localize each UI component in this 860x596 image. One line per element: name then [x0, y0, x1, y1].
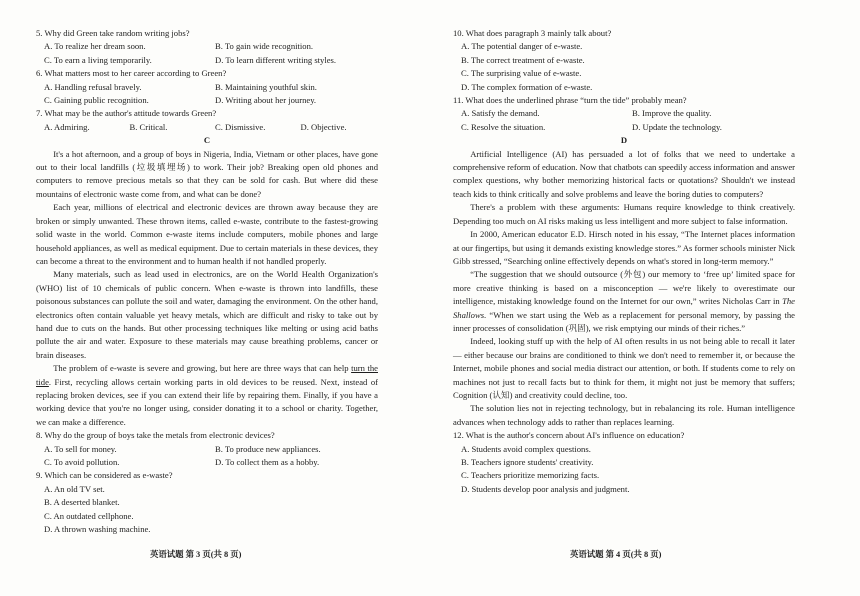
question-11-options-row2 — [453, 121, 795, 134]
question-11-options — [453, 107, 795, 120]
option-d: D. Update the technology. — [632, 121, 722, 132]
question-9-stem: 9. Which can be considered as e-waste? — [36, 470, 173, 481]
option-a: A. An old TV set. — [44, 483, 105, 494]
question-5-options-row2 — [36, 54, 378, 67]
question-5-stem: 5. Why did Green take random writing jobs? — [36, 28, 190, 38]
option-c: C. Resolve the situation. — [461, 121, 546, 132]
passage-d-paragraph-3: In 2000, American educator E.D. Hirsch noted in his essay, “The Internet places information at our fingertips, but using it demands existing knowledge stores.” As former schools minister Nick Gibb stressed, “Searching online effectively depends on what's stored in long-term memory.” — [453, 229, 795, 266]
passage-c-paragraph-1: It's a hot afternoon, and a group of boys in Nigeria, India, Vietnam or other places, have gone out to their local landfills (垃圾填埋场) to work. Their job? Breaking open old phones and computers to remove precious metals so that they can be sold for cash. But where did these mountains of electronic waste come from, and what can be done? — [36, 148, 378, 199]
option-b: B. Critical. — [129, 121, 168, 132]
question-11-stem: 11. What does the underlined phrase “turn the tide” probably mean? — [453, 95, 687, 106]
question-6-options-row2 — [36, 94, 378, 107]
option-a: A. Satisfy the demand. — [461, 108, 540, 119]
section-heading-c: C — [203, 135, 211, 146]
option-a: A. Admiring. — [44, 121, 90, 132]
option-b: B. To gain wide recognition. — [215, 41, 314, 52]
passage-c-paragraph-4 — [36, 362, 378, 429]
option-d: D. To collect them as a hobby. — [215, 457, 320, 467]
page-footer-left: 英语试题 第 3 页(共 8 页) — [150, 550, 242, 559]
option-c: C. To avoid pollution. — [44, 457, 120, 467]
question-6-options — [36, 81, 378, 94]
option-b: B. A deserted blanket. — [44, 497, 120, 508]
option-a: A. Handling refusal bravely. — [44, 81, 142, 92]
left-page — [36, 27, 378, 536]
book-title: The Shallows — [453, 296, 795, 320]
passage-d-paragraph-6: The solution lies not in rejecting technology, but in rebalancing its role. Human intelligence advances when technology adds to rather than replaces learning. — [453, 403, 795, 427]
option-a: A. The potential danger of e-waste. — [461, 41, 583, 52]
option-d: D. To learn different writing styles. — [215, 54, 337, 65]
section-heading-d: D — [620, 135, 628, 146]
right-page — [453, 27, 795, 496]
option-c: C. An outdated cellphone. — [44, 510, 134, 521]
paragraph-text: The problem of e-waste is severe and growing, but here are three ways that can help — [53, 363, 352, 374]
paragraph-text: . “When we start using the Web as a replacement for personal memory, by passing the inner processes of consolidation (巩固), we risk emptying our minds of their riches.” — [453, 309, 795, 333]
option-c: C. The surprising value of e-waste. — [461, 68, 582, 79]
option-d: D. The complex formation of e-waste. — [461, 81, 593, 92]
option-c: C. Gaining public recognition. — [44, 95, 149, 106]
passage-d-paragraph-4 — [453, 268, 795, 335]
option-d: D. Objective. — [300, 121, 347, 132]
passage-c-paragraph-3: Many materials, such as lead used in electronics, are on the World Health Organization's (WHO) list of 10 chemicals of public concern. When e-waste is thrown into landfills, these poisonous substances can pollute the soil and water, damaging the environment. On the other hand, electronics often contain valuable yet heavy metals, which are difficult and risky to take out by hand due to cuts on the hands. But other processing techniques like melting or using acid baths pollute the air and water. Exposure to these materials may cause breathing problems, cancer or brain diseases. — [36, 269, 378, 360]
option-b: B. To produce new appliances. — [215, 443, 321, 454]
question-12-stem: 12. What is the author's concern about AI's influence on education? — [453, 430, 685, 441]
question-8-options-row2 — [36, 456, 378, 469]
option-d: D. Writing about her journey. — [215, 95, 317, 106]
option-b: B. Teachers ignore students' creativity. — [461, 457, 594, 467]
option-a: A. Students avoid complex questions. — [461, 443, 591, 454]
passage-d-paragraph-5: Indeed, looking stuff up with the help of AI often results in us not being able to recall it later — either because our brains are conditioned to think we don't need to remember it, or because the Internet, mobile phones and social media distract our attention, or both. If students come to rely on machines not just to recall facts but to think for them, it might not just be memory that suffers; Cognition (认知) and creativity could decline, too. — [453, 336, 795, 400]
option-b: B. Maintaining youthful skin. — [215, 81, 317, 92]
passage-c-paragraph-2: Each year, millions of electrical and electronic devices are thrown away because they are broken or simply unwanted. These thrown items, called e-waste, contribute to the fastest-growing solid waste in the world. Common e-waste items include computers, mobile phones and large household appliances, as well as medical equipment. Due to certain materials in these devices, they can become a threat to the environment and to human health if not handled properly. — [36, 202, 378, 266]
option-d: D. Students develop poor analysis and judgment. — [461, 483, 630, 494]
option-a: A. To sell for money. — [44, 443, 117, 454]
option-c: C. To earn a living temporarily. — [44, 54, 152, 65]
option-b: B. Improve the quality. — [632, 108, 712, 119]
question-5-options — [36, 40, 378, 53]
question-6-stem: 6. What matters most to her career according to Green? — [36, 68, 227, 79]
passage-d-paragraph-1: Artificial Intelligence (AI) has persuaded a lot of folks that we need to undertake a comprehensive reform of education. Now that chatbots can speedily access information and answer complex questions, why bother memorizing historical facts or quotations? Shouldn't we instead teach kids to think critically and solve problems and leave the boring duties to computers? — [453, 148, 795, 199]
paragraph-text: . First, recycling allows certain working parts in old devices to be reused. Next, instead of replacing broken devices, see if you can extend their life by repairing them. Finally, if you have a working device that you're no longer using, consider donating it to a school or charity. Together, we can make a difference. — [36, 376, 378, 427]
underlined-phrase: turn the tide — [36, 363, 378, 387]
option-a: A. To realize her dream soon. — [44, 41, 146, 52]
question-10-stem: 10. What does paragraph 3 mainly talk about? — [453, 28, 612, 38]
page-footer-right: 英语试题 第 4 页(共 8 页) — [570, 550, 662, 559]
option-c: C. Dismissive. — [215, 121, 266, 132]
option-b: B. The correct treatment of e-waste. — [461, 54, 585, 65]
question-8-stem: 8. Why do the group of boys take the metals from electronic devices? — [36, 430, 275, 441]
question-7-options — [36, 121, 378, 134]
question-8-options — [36, 443, 378, 456]
option-c: C. Teachers prioritize memorizing facts. — [461, 470, 600, 481]
question-7-stem: 7. What may be the author's attitude towards Green? — [36, 108, 217, 119]
passage-d-paragraph-2: There's a problem with these arguments: Humans require knowledge to think creatively. Depending too much on AI risks making us less intelligent and more subject to false information. — [453, 202, 795, 226]
option-d: D. A thrown washing machine. — [44, 524, 151, 535]
paragraph-text: “The suggestion that we should outsource (外包) our memory to ‘free up’ limited space for more creative thinking is based on a misconception — we're likely to overestimate our intelligence, mistaking knowledge found on the Internet for our own,” writes Nicholas Carr in — [453, 269, 795, 307]
